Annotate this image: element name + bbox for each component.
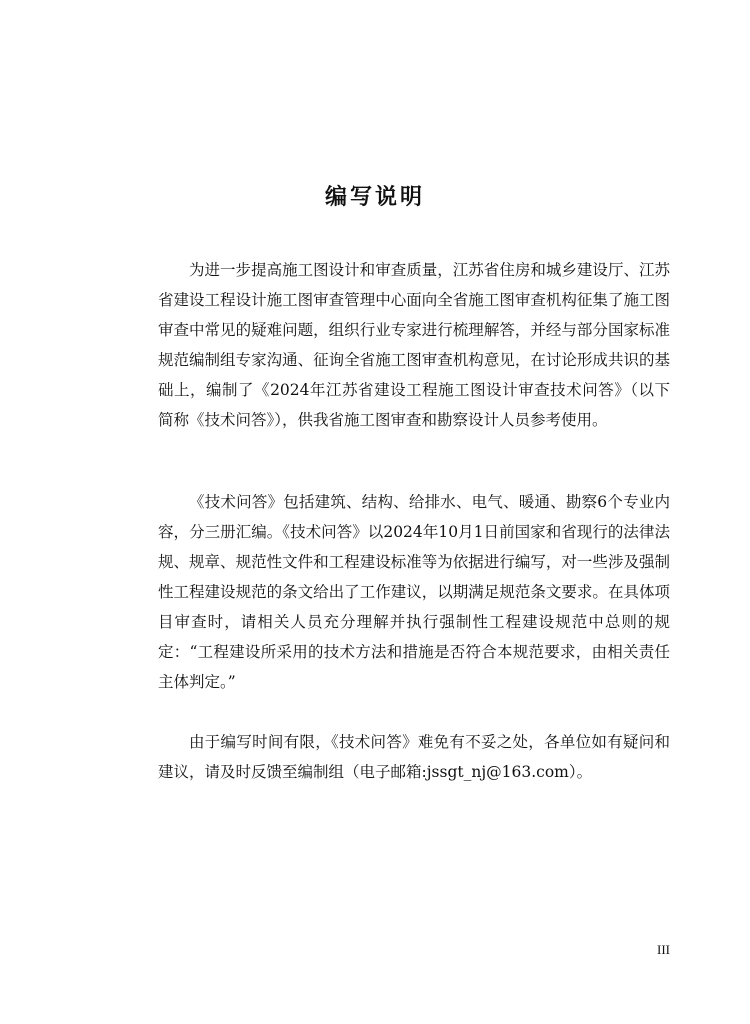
paragraph-feedback: 由于编写时间有限，《技术问答》难免有不妥之处，各单位如有疑问和建议，请及时反馈至编制组（电子邮箱:jssgt_nj@163.com）。 (158, 733, 670, 781)
paragraph-content-scope: 《技术问答》包括建筑、结构、给排水、电气、暖通、勘察6个专业内容，分三册汇编。《技术问答》以2024年10月1日前国家和省现行的法律法规、规章、规范性文件和工程建设标准等为依据进行编写，对一些涉及强制性工程建设规范的条文给出了工作建议，以期满足规范条文要求。在具体项目审查时，请相关人员充分理解并执行强制性工程建设规范中总则的规定：“工程建设所采用的技术方法和措施是否符合本规范要求，由相关责任主体判定。” (158, 493, 670, 691)
paragraph-intro: 为进一步提高施工图设计和审查质量，江苏省住房和城乡建设厅、江苏省建设工程设计施工图审查管理中心面向全省施工图审查机构征集了施工图审查中常见的疑难问题，组织行业专家进行梳理解答，并经与部分国家标准规范编制组专家沟通、征询全省施工图审查机构意见，在讨论形成共识的基础上，编制了《2024年江苏省建设工程施工图设计审查技术问答》（以下简称《技术问答》），供我省施工图审查和勘察设计人员参考使用。 (158, 261, 670, 429)
page-title: 编写说明 (324, 185, 425, 210)
page-number: III (657, 942, 670, 957)
